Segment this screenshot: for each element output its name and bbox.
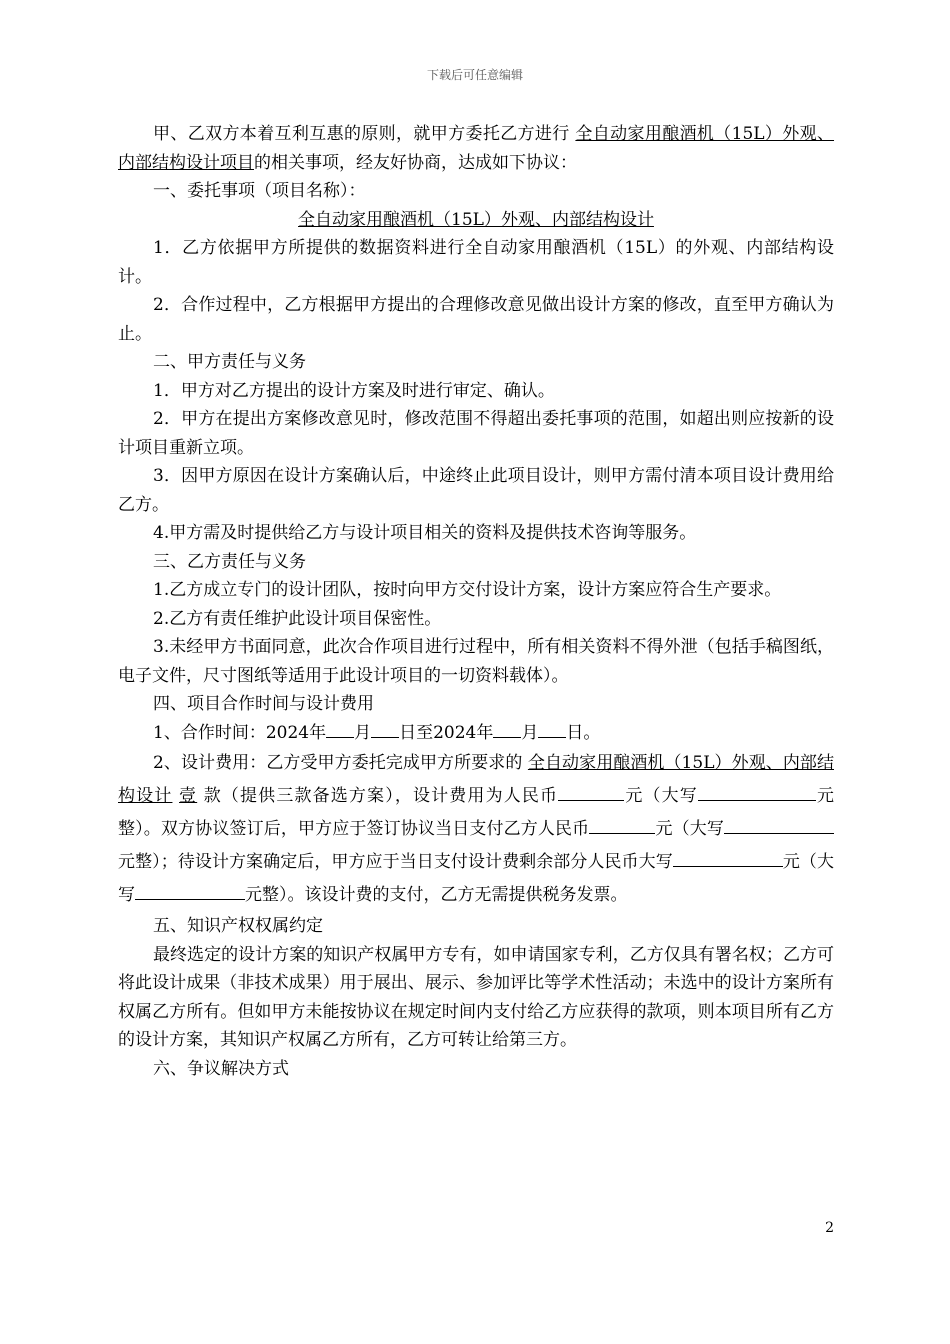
section-1-heading: 一、委托事项（项目名称）： <box>153 181 366 201</box>
section-2-item-4: 4.甲方需及时提供给乙方与设计项目相关的资料及提供技术咨询等服务。 <box>153 523 697 543</box>
day-blank-1 <box>371 719 399 738</box>
section-1-project-name <box>118 206 834 235</box>
section-5-text: 最终选定的设计方案的知识产权属甲方专有，如申请国家专利，乙方仅具有署名权；乙方可将此设计成果（非技术成果）用于展出、展示、参加评比等学术性活动；未选中的设计方案所有权属乙方所有。但如甲方未能按协议在规定时间内支付给乙方应获得的款项，则本项目所有乙方的设计方案，其知识产权属乙方所有，乙方可转让给第三方。 <box>118 944 834 1050</box>
time-text-d: 月 <box>521 722 539 743</box>
month-blank-2 <box>493 719 521 738</box>
section-6-heading: 六、争议解决方式 <box>153 1058 289 1079</box>
section-1-item-1: 1．乙方依据甲方所提供的数据资料进行全自动家用酿酒机（15L）的外观、内部结构设计。 <box>118 238 834 287</box>
fee-text-g: 元（大写 <box>118 852 835 905</box>
fee-amount-blank-2 <box>589 815 655 834</box>
fee-text-e: 元（大写 <box>655 819 725 839</box>
fee-project-name: 全自动家用酿酒机（15L）外观、内部结构设计 <box>118 753 834 806</box>
fee-text-b: 款（提供三款备选方案），设计费用为人民币 <box>203 786 559 806</box>
fee-capital-blank-1 <box>698 782 816 801</box>
time-text-c: 日至2024年 <box>399 722 494 743</box>
fee-text-c: 元（大写 <box>624 786 698 806</box>
month-blank-1 <box>326 719 354 738</box>
project-name-underlined: 全自动家用酿酒机（15L）外观、内部结构设计 <box>298 209 654 230</box>
time-text-b: 月 <box>354 722 372 743</box>
section-3-heading: 三、乙方责任与义务 <box>153 551 306 572</box>
fee-amount-blank-1 <box>558 782 624 801</box>
section-2-item-2: 2．甲方在提出方案修改意见时，修改范围不得超出委托事项的范围，如超出则应按新的设计项目重新立项。 <box>118 409 834 458</box>
fee-quantity: 壹 <box>179 786 198 806</box>
contract-body <box>118 120 834 1083</box>
page-header-note: 下载后可任意编辑 <box>426 68 523 82</box>
section-5-heading: 五、知识产权权属约定 <box>153 916 323 936</box>
section-4-time <box>118 719 834 748</box>
section-3-item-1: 1.乙方成立专门的设计团队，按时向甲方交付设计方案，设计方案应符合生产要求。 <box>153 580 782 600</box>
section-2-item-1: 1．甲方对乙方提出的设计方案及时进行审定、确认。 <box>153 380 555 401</box>
fee-capital-blank-3 <box>135 881 245 900</box>
section-1-item-2: 2．合作过程中，乙方根据甲方提出的合理修改意见做出设计方案的修改，直至甲方确认为止。 <box>118 295 834 344</box>
fee-text-f: 元整）；待设计方案确定后，甲方应于当日支付设计费剩余部分人民币大写 <box>118 852 673 872</box>
fee-amount-blank-3 <box>673 848 783 867</box>
day-blank-2 <box>538 719 566 738</box>
fee-text-a: 2、设计费用：乙方受甲方委托完成甲方所要求的 <box>153 753 523 773</box>
section-3-item-3: 3.未经甲方书面同意，此次合作项目进行过程中，所有相关资料不得外泄（包括手稿图纸，电子文件，尺寸图纸等适用于此设计项目的一切资料载体）。 <box>118 637 834 686</box>
section-4-heading: 四、项目合作时间与设计费用 <box>153 694 374 714</box>
time-text-a: 1、合作时间：2024年 <box>153 722 327 743</box>
page-number: 2 <box>825 1220 834 1236</box>
intro-text-1: 甲、乙双方本着互利互惠的原则，就甲方委托乙方进行 <box>153 124 576 144</box>
section-2-item-3: 3．因甲方原因在设计方案确认后，中途终止此项目设计，则甲方需付清本项目设计费用给乙方。 <box>118 466 834 515</box>
section-2-heading: 二、甲方责任与义务 <box>153 352 306 372</box>
fee-capital-blank-2 <box>724 815 834 834</box>
time-text-e: 日。 <box>566 722 601 743</box>
intro-text-2: 的相关事项，经友好协商，达成如下协议： <box>254 152 577 173</box>
intro-paragraph <box>118 120 834 177</box>
section-4-fee <box>118 747 834 912</box>
fee-text-h: 元整）。该设计费的支付，乙方无需提供税务发票。 <box>245 885 628 905</box>
section-3-item-2: 2.乙方有责任维护此设计项目保密性。 <box>153 608 442 629</box>
intro-project-name: 全自动家用酿酒机（15L）外观、内部结构设计项目 <box>118 124 835 173</box>
fee-text-d: 元整）。双方协议签订后，甲方应于签订协议当日支付乙方人民币 <box>118 786 835 839</box>
